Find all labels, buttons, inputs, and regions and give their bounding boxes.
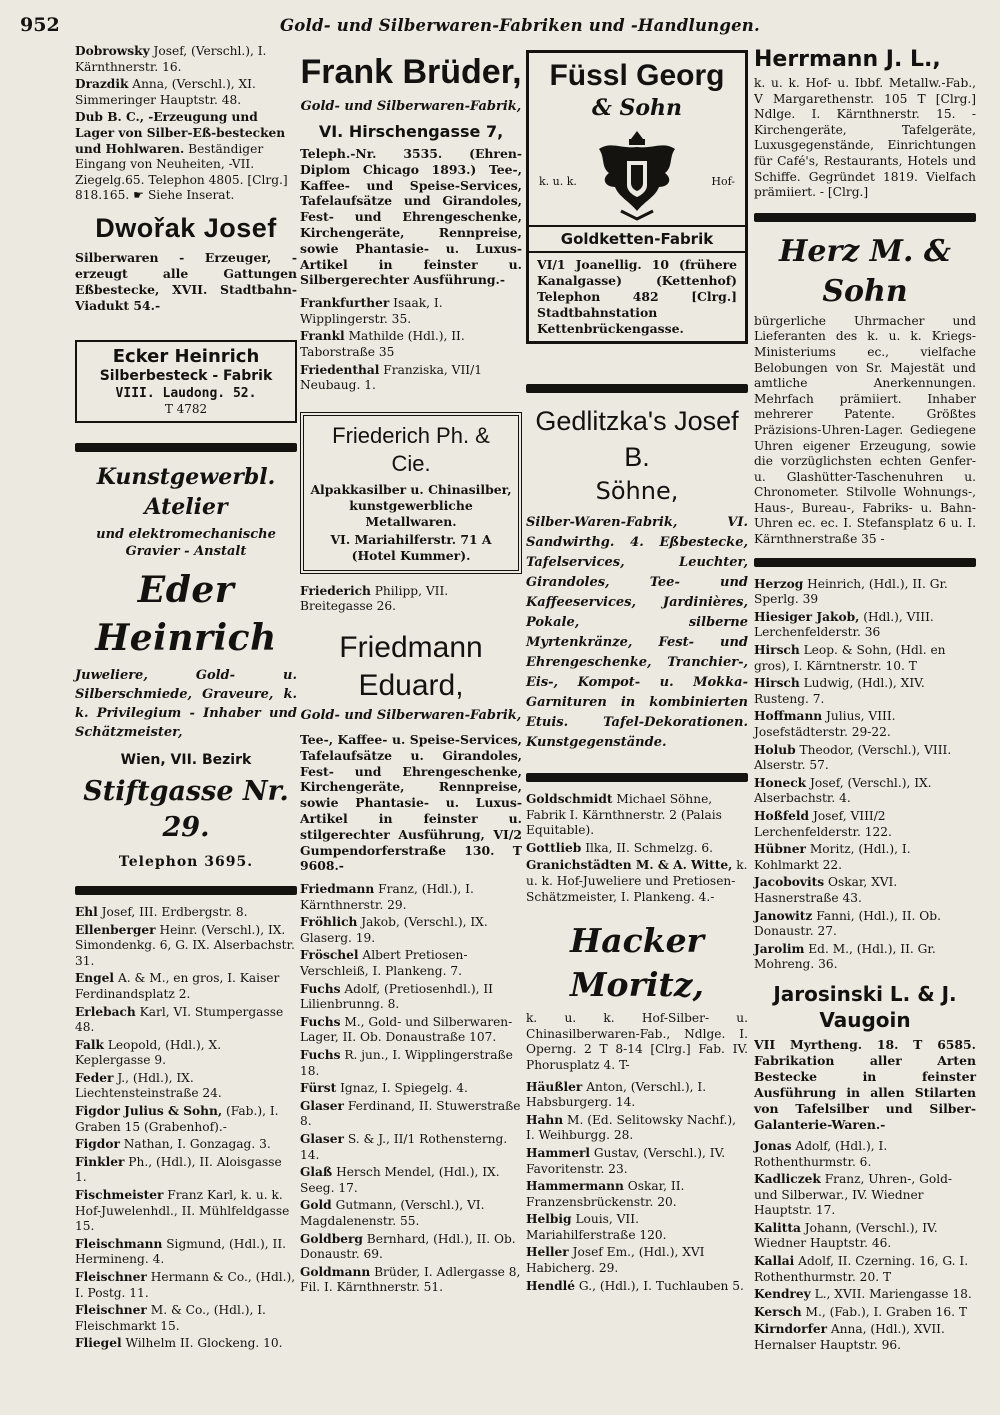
friedmann-sub: Gold- und Silberwaren-Fabrik, [300,707,522,723]
friedrich-title: Friederich Ph. & Cie. [332,422,490,476]
list-item: Falk Leopold, (Hdl.), X. Keplergasse 9. [75,1037,222,1068]
list-item: Goldberg Bernhard, (Hdl.), II. Ob. Donaustr. 69. [300,1231,516,1262]
list-item: Fröschel Albert Pretiosen-Verschleiß, I. Plankeng. 7. [300,948,468,979]
list-item: Kendrey L., XVII. Mariengasse 18. [754,1287,972,1302]
list-item: Fischmeister Franz Karl, k. u. k. Hof-Juwelenhdl., II. Mühlfeldgasse 15. [75,1188,290,1234]
gedlitzka-text: Silber-Waren-Fabrik, VI. Sandwirthg. 4. Eßbestecke, Tafelservices, Leuchter, Girandoles, Tee- und Kaffeeservices, Jardinières, Pokale, silberne Myrtenkränze, Fest- und Ehrengeschenke, Tranchier-, Eis-, Kompot- u. Mokka-Garnituren in kombinierten Etuis. Tafel-Dekorationen. Kunstgegenstände. [526,515,748,750]
list-item: Fliegel Wilhelm II. Glockeng. 10. [75,1336,283,1351]
list-item: Hirsch Ludwig, (Hdl.), XIV. Rusteng. 7. [754,676,925,706]
list-item: Gold Gutmann, (Verschl.), VI. Magdalenenstr. 55. [300,1198,485,1228]
list-item: Goldschmidt Michael Söhne, Fabrik I. Kärnthnerstr. 2 (Palais Equitable). [526,792,722,838]
list-item: Hahn M. (Ed. Selitowsky Nachf.), I. Weihburgg. 28. [526,1112,737,1143]
list-item: Engel A. & M., en gros, I. Kaiser Ferdinandsplatz 2. [75,971,280,1001]
list-item: Heller Josef Em., (Hdl.), XVI Habicherg. 29. [526,1245,705,1276]
list-item: Kadliczek Franz, Uhren-, Gold- und Silberwar., IV. Wiedner Hauptstr. 17. [754,1172,953,1218]
page-number: 952 [20,14,60,36]
herrmann-text: k. u. k. Hof- u. Ibbf. Metallw.-Fab., V Margarethenstr. 105 T [Clrg.] Ndlge. I. Kärnthnerstr. 15. -Kirchengeräte, Tafelgeräte, Luxusgegenstände, Einrichtungen für Café's, Restaurants, Hotels und Schiffe. Gegründet 1819. Vielfach prämiiert. - [Clrg.] [754,76,976,200]
friedmann-title: Friedmann Eduard, [339,630,483,702]
list-item: Herzog Heinrich, (Hdl.), II. Gr. Sperlg. 39 [754,576,948,607]
friedmann-text: Tee-, Kaffee- u. Speise-Services, Tafelaufsätze u. Girandoles, Fest- und Ehrengeschenke, Kirchengeräte, Rennpreise, sowie Phantasie- u. Luxus-Artikel in feinster u. stilgerechter Ausführung, VI/2 Gumpendorferstraße 130. T 9608.- [300,731,522,874]
list-item: Dobrowsky Josef, (Verschl.), I. Kärnthnerstr. 16. [75,44,267,74]
friedrich-addr: VI. Mariahilferstr. 71 A (Hotel Kummer). [330,531,492,563]
list-item: Granichstädten M. & A. Witte, k. u. k. Hof-Juweliere und Pretiosen-Schätzmeister, I. Plankeng. 4.- [526,858,748,904]
separator [526,773,748,782]
list-item: Fürst Ignaz, I. Spiegelg. 4. [300,1081,468,1096]
list-item: Fuchs Adolf, (Pretiosenhdl.), II Lilienbrunng. 8. [300,981,493,1012]
list-item: Hendlé G., (Hdl.), I. Tuchlauben 5. [526,1278,744,1293]
frank-addr: VI. Hirschengasse 7, [318,122,504,141]
column-2 [300,44,522,1298]
friedrich-text: Alpakkasilber u. Chinasilber, kunstgewerbliche Metallwaren. [310,481,512,529]
gedlitzka-sub: Söhne, [595,477,679,505]
list-item: Kalitta Johann, (Verschl.), IV. Wiedner Hauptstr. 46. [754,1220,938,1251]
dworak-title: Dwořak Josef [95,212,277,243]
list-item: Ehl Josef, III. Erdbergstr. 8. [75,904,248,919]
fuessl-title: Füssl Georg [549,59,725,92]
list-item: Figdor Nathan, I. Gonzagag. 3. [75,1137,271,1152]
jarosinski-text: VII Myrtheng. 18. T 6585. Fabrikation aller Arten Bestecke in feinster Ausführung in allen Stilarten von Tafelsilber und Silber-Galanterie-Waren.- [754,1036,976,1132]
frank-title: Frank Brüder, [300,53,522,91]
list-item: Ellenberger Heinr. (Verschl.), IX. Simondenkg. 6, G. IX. Alserbachstr. 31. [75,922,295,968]
fuessl-text: VI/1 Joanellig. 10 (frühere Kanalgasse) (Kettenhof) Telephon 482 [Clrg.] Stadtbahnstation Kettenbrückengasse. [537,257,737,336]
frank-sub: Gold- und Silberwaren-Fabrik, [300,99,522,114]
list-item: Feder J., (Hdl.), IX. Liechtensteinstraße 24. [75,1070,222,1101]
gedlitzka-title: Gedlitzka's Josef B. [535,406,739,472]
list-item: Hiesiger Jakob, (Hdl.), VIII. Lerchenfelderstr. 36 [754,609,934,640]
list-item: Hirsch Leop. & Sohn, (Hdl. en gros), I. Kärntnerstr. 10. T [754,643,946,673]
list-item: Drazdik Anna, (Verschl.), XI. Simmeringer Hauptstr. 48. [75,77,256,107]
list-item: Frankfurther Isaak, I. Wipplingerstr. 35. [300,296,443,326]
separator [526,384,748,393]
jarosinski-title: Jarosinski L. & J. Vaugoin [773,981,957,1032]
column-3 [526,44,748,1296]
list-item: Figdor Julius & Sohn, (Fab.), I. Graben 15 (Grabenhof).- [75,1104,279,1134]
list-item: Glaß Hersch Mendel, (Hdl.), IX. Seeg. 17. [300,1165,500,1195]
eder-city: Wien, VII. Bezirk [120,751,252,768]
separator [75,443,297,452]
herrmann-title: Herrmann J. L., [754,47,941,72]
list-item: Gottlieb Ilka, II. Schmelzg. 6. [526,840,713,855]
crest-row [537,127,737,225]
list-item: Goldmann Brüder, I. Adlergasse 8, Fil. I. Kärnthnerstr. 51. [300,1264,521,1295]
herz-title: Herz M. & Sohn [779,233,951,309]
fuessl-ad [526,50,748,344]
fuessl-fabrik: Goldketten-Fabrik [529,225,745,253]
page-header-title: Gold- und Silberwaren-Fabriken und -Handlungen. [280,16,760,35]
list-item: Dub B. C., -Erzeugung und Lager von Silber-Eß-bestecken und Hohlwaren. Beständiger Eingang von Neuheiten, -VII. Ziegelg.65. Telephon 4805. [Clrg.] 818.165. ☛ Siehe Inserat. [75,110,288,203]
list-item: Fleischmann Sigmund, (Hdl.), II. Hermineng. 4. [75,1236,287,1267]
list-item: Fröhlich Jakob, (Verschl.), IX. Glaserg. 19. [300,915,488,945]
ecker-tel: T 4782 [164,401,208,416]
list-item: Fuchs R. jun., I. Wipplingerstraße 18. [300,1048,513,1078]
list-item: Friedenthal Franziska, VII/1 Neubaug. 1. [300,362,482,393]
column-4 [754,44,976,1356]
list-item: Jarolim Ed. M., (Hdl.), II. Gr. Mohreng. 36. [754,941,936,972]
list-item: Janowitz Fanni, (Hdl.), II. Ob. Donaustr. 27. [754,908,941,939]
ecker-sub: Silberbesteck - Fabrik [99,367,273,384]
eder-line2: und elektromechanische Gravier - Anstalt [96,526,276,559]
frank-text: Teleph.-Nr. 3535. (Ehren-Diplom Chicago 1893.) Tee-, Kaffee- und Speise-Services, Tafelaufsätze und Girandoles, Fest- und Ehrengeschenke, Kirchengeräte, Rennpreise, sowie Phantasie- u. Luxus-Artikel in feinster u. Silbergerechter Ausführung.- [300,146,522,288]
list-item: Glaser Ferdinand, II. Stuwerstraße 8. [300,1098,521,1129]
friedrich-ad [300,412,522,574]
separator [754,213,976,222]
eder-title: Eder Heinrich [95,568,277,659]
fuessl-kuk: k. u. k. [539,175,577,188]
list-item: Fleischner Hermann & Co., (Hdl.), I. Postg. 11. [75,1270,296,1300]
list-item: Hoffmann Julius, VIII. Josefstädterstr. 29-22. [754,709,896,739]
list-item: Jonas Adolf, (Hdl.), I. Rothenthurmstr. 6. [754,1138,888,1169]
list-item: Holub Theodor, (Verschl.), VIII. Alserstr. 57. [754,742,952,773]
separator [75,886,297,895]
list-item: Fuchs M., Gold- und Silberwaren-Lager, II. Ob. Donaustraße 107. [300,1014,513,1045]
list-item: Hoßfeld Josef, VIII/2 Lerchenfelderstr. 122. [754,808,892,839]
list-item: Kersch M., (Fab.), I. Graben 16. T [754,1304,967,1319]
hacker-text: k. u. k. Hof-Silber- u. Chinasilberwaren-Fab., Ndlge. I. Operng. 2 T 8-14 [Clrg.] Fab. IV. Phorusplatz 4. T- [526,1011,748,1072]
list-item: Friederich Philipp, VII. Breitegasse 26. [300,583,449,614]
list-item: Häußler Anton, (Verschl.), I. Habsburgerg. 14. [526,1079,707,1110]
hacker-title: Hacker Moritz, [570,921,704,1005]
list-item: Frankl Mathilde (Hdl.), II. Taborstraße 35 [300,329,465,359]
eder-line1: Kunstgewerbl. Atelier [96,463,276,520]
column-1 [75,44,297,1354]
dworak-text: Silberwaren - Erzeuger, -erzeugt alle Gattungen Eßbestecke, XVII. Stadtbahn-Viadukt 54.- [75,249,297,313]
list-item: Kirndorfer Anna, (Hdl.), XVII. Hernalser Hauptstr. 96. [754,1322,945,1353]
list-item: Helbig Louis, VII. Mariahilferstraße 120. [526,1212,667,1242]
list-item: Erlebach Karl, VI. Stumpergasse 48. [75,1004,284,1035]
ecker-ad [75,340,297,423]
list-item: Fleischner M. & Co., (Hdl.), I. Fleischmarkt 15. [75,1303,266,1333]
list-item: Hübner Moritz, (Hdl.), I. Kohlmarkt 22. [754,842,911,872]
eder-tel: Telephon 3695. [118,853,254,870]
fuessl-sub: & Sohn [591,95,683,121]
list-item: Hammerl Gustav, (Verschl.), IV. Favoritenstr. 23. [526,1145,726,1176]
list-item: Honeck Josef, (Verschl.), IX. Alserbachstr. 4. [754,775,932,806]
list-item: Jacobovits Oskar, XVI. Hasnerstraße 43. [754,875,898,905]
herz-text: bürgerliche Uhrmacher und Lieferanten des k. u. k. Kriegs-Ministeriums ec., vielfache Belobungen von Sr. Majestät und amtliche Anerkennungen. Mehrfach prämiiert. Inhaber mehrerer Patente. Größtes Präzisions-Uhren-Lager. Gediegene Uhren eigener Erzeugung, sowie die vorzüglichsten echten Genfer- u. Glashütter-Taschenuhren u. Chronometer. Stilvolle Wohnungs-, Haus-, Bureau-, Fabriks- u. Bahn-Uhren ec. ec. I. Stefansplatz 6 u. I. Kärnthnerstraße 35 - [754,313,976,547]
separator [754,558,976,567]
list-item: Kallai Adolf, II. Czerning. 16, G. I. Rothenthurmstr. 20. T [754,1254,969,1284]
eder-street: Stiftgasse Nr. 29. [83,775,289,843]
ecker-title: Ecker Heinrich [112,345,260,367]
fuessl-hof: Hof- [711,175,735,188]
ecker-addr: VIII. Laudong. 52. [115,385,257,401]
list-item: Hammermann Oskar, II. Franzensbrückenstr. 20. [526,1179,685,1209]
double-eagle-crest-icon [591,127,683,223]
list-item: Friedmann Franz, (Hdl.), I. Kärnthnerstr. 29. [300,882,474,912]
list-item: Finkler Ph., (Hdl.), II. Aloisgasse 1. [75,1154,282,1185]
eder-text: Juweliere, Gold- u. Silberschmiede, Graveure, k. k. Privilegium - Inhaber und Schätzmeister, [75,667,297,740]
list-item: Glaser S. & J., II/1 Rothensterng. 14. [300,1132,508,1162]
